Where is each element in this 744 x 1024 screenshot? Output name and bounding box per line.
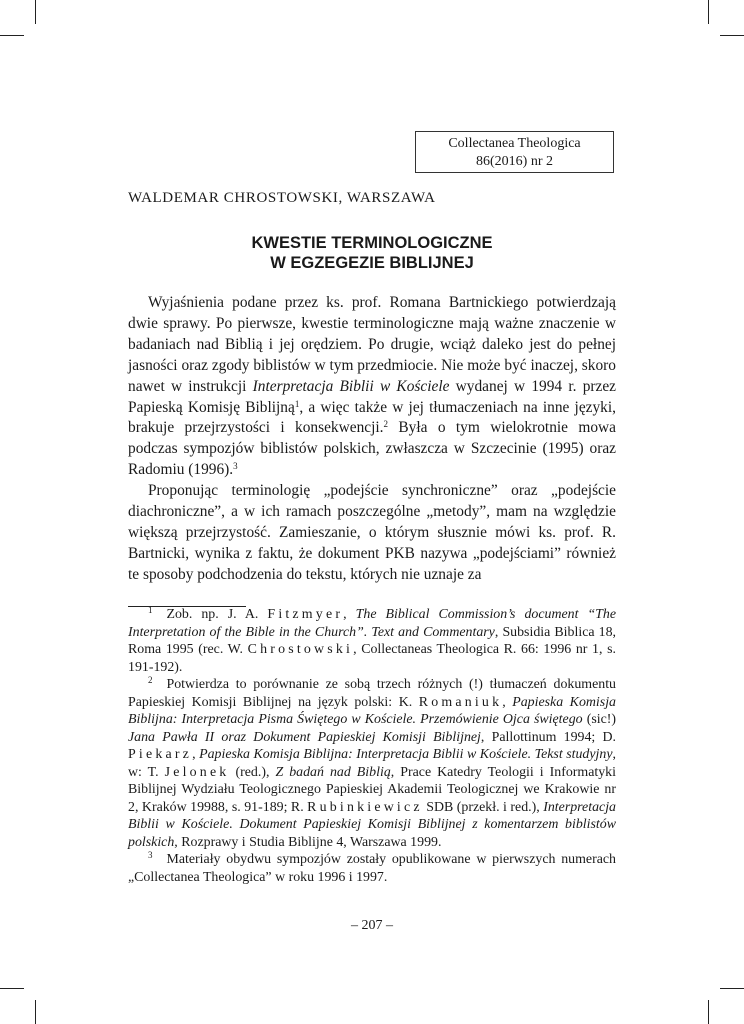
footnotes — [128, 606, 616, 886]
paragraph-text: Wyjaśnienia podane przez ks. prof. Romana Bartnickiego potwierdzają dwie sprawy. Po pierwsze, kwestie terminologiczne mają ważne znaczenie w badaniach nad Biblią i jej orędziem. Po drugie, wciąż daleko jest do pełnej jasności oraz zgody biblistów w tym przedmiocie. Nie może być inaczej, skoro nawet w instrukcji — [128, 294, 616, 395]
crop-mark — [720, 988, 744, 989]
crop-mark — [35, 0, 36, 24]
article-title — [128, 233, 616, 273]
work-title-italic: Jana Pawła II oraz Dokument Papieskiej Komisji Biblijnej — [128, 729, 481, 745]
article-body — [128, 293, 616, 586]
footnote-text: , Collectaneas Theologica R. 66: 1996 nr 1, s. 191-192). — [128, 642, 616, 675]
footnote-ref[interactable]: 3 — [233, 461, 238, 472]
footnote-text: Materiały obydwu sympozjów zostały opublikowane w pierwszych numerach „Collectanea Theologica” w roku 1996 i 1997. — [128, 852, 616, 885]
journal-name: Collectanea Theologica — [448, 136, 581, 151]
author-line: WALDEMAR CHROSTOWSKI, WARSZAWA — [128, 190, 436, 206]
work-title-italic: Papieska Komisja Biblijna: Interpretacja Pisma Świętego w Kościele. Przemówienie Ojca świętego — [128, 694, 616, 727]
work-title-italic: Papieska Komisja Biblijna: Interpretacja Biblii w Kościele. Tekst studyjny — [199, 747, 613, 762]
journal-info-box — [415, 131, 614, 173]
crop-mark — [708, 1000, 709, 1024]
footnote-1 — [128, 606, 616, 676]
author-name-spaced: Fitzmyer — [267, 607, 344, 622]
author-name-spaced: Romaniuk — [418, 694, 503, 710]
footnote-text: (sic!) — [582, 712, 617, 727]
footnote-text: , — [192, 747, 200, 762]
footnote-number: 1 — [148, 605, 153, 615]
paragraph-1 — [128, 293, 616, 481]
footnote-text: , Prace Katedry Teologii i Informatyki Biblijnej Wydziału Teologicznego Papieskiej Akademii Teologicznej we Krakowie nr 2, Kraków 19988, s. 91-189; R. — [128, 764, 616, 815]
footnote-text: , Pallottinum 1994; D. — [480, 729, 616, 745]
title-line-2: W EGZEGEZIE BIBLIJNEJ — [270, 254, 474, 272]
footnote-text: , — [502, 694, 513, 710]
crop-mark — [0, 35, 24, 36]
crop-mark — [35, 1000, 36, 1024]
footnote-number: 3 — [148, 850, 153, 860]
footnote-text: Potwierdza to porównanie ze sobą trzech różnych (!) tłumaczeń dokumentu Papieskiej Komisji Biblijnej na język polski: K. — [128, 677, 616, 710]
title-line-1: KWESTIE TERMINOLOGICZNE — [251, 234, 493, 252]
work-title-italic: The Biblical Commission’s document “The Interpretation of the Bible in the Church”. Text and Commentary — [128, 607, 617, 640]
crop-mark — [708, 0, 709, 24]
crop-mark — [0, 988, 24, 989]
journal-volume: 86(2016) nr 2 — [476, 154, 553, 169]
footnote-text: Zob. np. J. A. — [166, 607, 268, 622]
paragraph-text: wydanej w 1994 r. przez Papieską Komisję Biblijną — [128, 377, 617, 416]
work-title-italic: Interpretacja Biblii w Kościele. Dokument Papieskiej Komisji Biblijnej z komentarzem biblistów polskich — [128, 799, 616, 850]
crop-mark — [720, 35, 744, 36]
footnote-text: , w: T. — [128, 747, 616, 780]
paragraph-2: Proponując terminologię „podejście synchroniczne” oraz „podejście diachroniczne”, a w ich ramach poszczególne „metody”, mam na względzie większą przejrzystość. Zamieszanie, o którym słusznie mówi ks. prof. R. Bartnicki, wynika z faktu, że dokument PKB nazywa „podejściami” również te sposoby podchodzenia do tekstu, których nie uznaje za — [128, 482, 616, 583]
footnote-ref[interactable]: 1 — [294, 398, 300, 409]
footnote-text: , Subsidia Biblica 18, Roma 1995 (rec. W. — [128, 624, 616, 657]
footnote-text: (red.), — [229, 764, 276, 780]
author-name-spaced: Chrostowski — [247, 642, 354, 657]
work-title-italic: Z badań nad Biblią — [275, 764, 391, 780]
document-title-italic: Interpretacja Biblii w Kościele — [252, 377, 450, 395]
footnote-text: SDB (przekł. i red.), — [422, 799, 544, 815]
page-number: – 207 – — [351, 918, 393, 933]
paragraph-text: , a więc także w jej tłumaczeniach na inne języki, brakuje przejrzystości i konsekwencji. — [128, 398, 617, 437]
footnote-ref[interactable]: 2 — [383, 419, 388, 430]
footnote-2 — [128, 676, 616, 851]
footnote-text: , Rozprawy i Studia Biblijne 4, Warszawa 1999. — [174, 834, 442, 850]
author-name-spaced: Piekarz — [128, 747, 193, 762]
author-name-spaced: Rubinkiewicz — [307, 799, 423, 815]
author-name-spaced: Jelonek — [164, 764, 230, 780]
paragraph-text: Była o tym wielokrotnie mowa podczas sympozjów biblistów polskich, zwłaszcza w Szczecinie (1995) oraz Radomiu (1996). — [128, 419, 616, 479]
footnote-number: 2 — [148, 675, 153, 685]
footnote-text: , — [343, 607, 356, 622]
footnote-3 — [128, 851, 616, 886]
